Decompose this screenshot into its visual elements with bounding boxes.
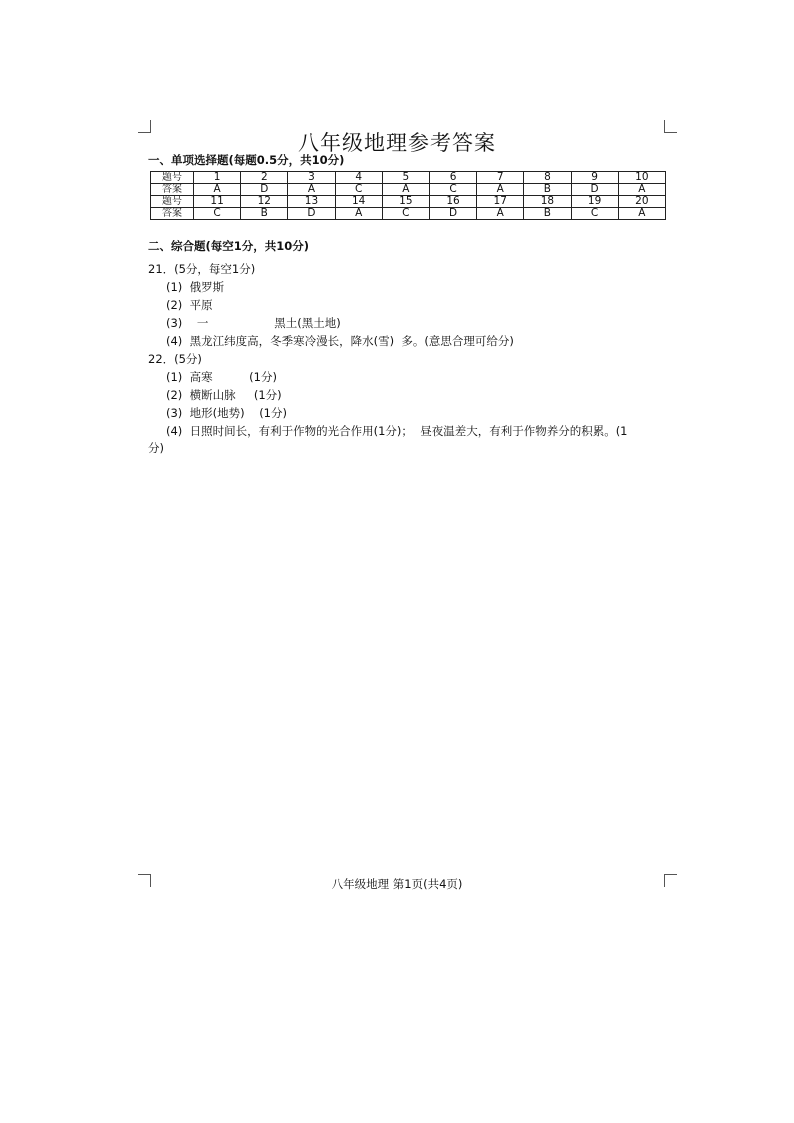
- q22-answer-2: (2) 横断山脉 (1分): [166, 388, 282, 402]
- table-cell: A: [194, 184, 241, 196]
- table-row: [151, 184, 666, 196]
- table-cell: 7: [477, 172, 524, 184]
- table-cell: B: [524, 184, 571, 196]
- table-cell: C: [194, 208, 241, 220]
- table-cell: D: [288, 208, 335, 220]
- table-cell: 6: [429, 172, 476, 184]
- q22-answer-4: (4) 日照时间长，有利于作物的光合作用(1分)； 昼夜温差大，有利于作物养分的积累。(1: [166, 424, 628, 438]
- row-label: 答案: [151, 184, 194, 196]
- row-label: 题号: [151, 172, 194, 184]
- table-cell: 1: [194, 172, 241, 184]
- table-cell: D: [241, 184, 288, 196]
- table-cell: 19: [571, 196, 618, 208]
- row-label: 答案: [151, 208, 194, 220]
- table-cell: 3: [288, 172, 335, 184]
- table-cell: A: [477, 208, 524, 220]
- table-cell: 18: [524, 196, 571, 208]
- q21-answer-3: (3) 一 黑土(黑土地): [166, 316, 341, 330]
- q22-answer-3: (3) 地形(地势) (1分): [166, 406, 287, 420]
- table-cell: 9: [571, 172, 618, 184]
- q22-answer-1: (1) 高寒 (1分): [166, 370, 277, 384]
- table-cell: 13: [288, 196, 335, 208]
- q22-answer-4-continuation: 分): [148, 441, 164, 455]
- table-row: [151, 172, 666, 184]
- table-cell: 14: [335, 196, 382, 208]
- table-cell: A: [618, 184, 665, 196]
- table-row: [151, 196, 666, 208]
- row-label: 题号: [151, 196, 194, 208]
- page-footer: 八年级地理 第1页(共4页): [331, 877, 463, 891]
- table-cell: B: [241, 208, 288, 220]
- table-cell: C: [571, 208, 618, 220]
- q21-answer-1: (1) 俄罗斯: [166, 280, 225, 294]
- table-cell: A: [618, 208, 665, 220]
- table-cell: C: [429, 184, 476, 196]
- table-cell: 15: [382, 196, 429, 208]
- table-cell: A: [288, 184, 335, 196]
- page-title: 八年级地理参考答案: [298, 131, 496, 155]
- q21-heading: 21．(5分，每空1分): [148, 262, 256, 276]
- table-cell: 2: [241, 172, 288, 184]
- table-cell: D: [429, 208, 476, 220]
- table-cell: C: [335, 184, 382, 196]
- table-cell: 4: [335, 172, 382, 184]
- table-cell: C: [382, 208, 429, 220]
- table-cell: 8: [524, 172, 571, 184]
- table-cell: A: [477, 184, 524, 196]
- table-cell: A: [335, 208, 382, 220]
- table-cell: D: [571, 184, 618, 196]
- table-cell: A: [382, 184, 429, 196]
- table-cell: 10: [618, 172, 665, 184]
- table-cell: 5: [382, 172, 429, 184]
- table-cell: B: [524, 208, 571, 220]
- table-cell: 12: [241, 196, 288, 208]
- table-cell: 16: [429, 196, 476, 208]
- table-cell: 17: [477, 196, 524, 208]
- table-cell: 20: [618, 196, 665, 208]
- q22-heading: 22．(5分): [148, 352, 202, 366]
- section2-heading: 二、综合题(每空1分，共10分): [148, 239, 310, 253]
- section1-heading: 一、单项选择题(每题0.5分，共10分): [148, 153, 345, 167]
- q21-answer-2: (2) 平原: [166, 298, 213, 312]
- answer-table: [150, 171, 666, 220]
- table-cell: 11: [194, 196, 241, 208]
- table-row: [151, 208, 666, 220]
- q21-answer-4: (4) 黑龙江纬度高，冬季寒冷漫长，降水(雪) 多。(意思合理可给分): [166, 334, 514, 348]
